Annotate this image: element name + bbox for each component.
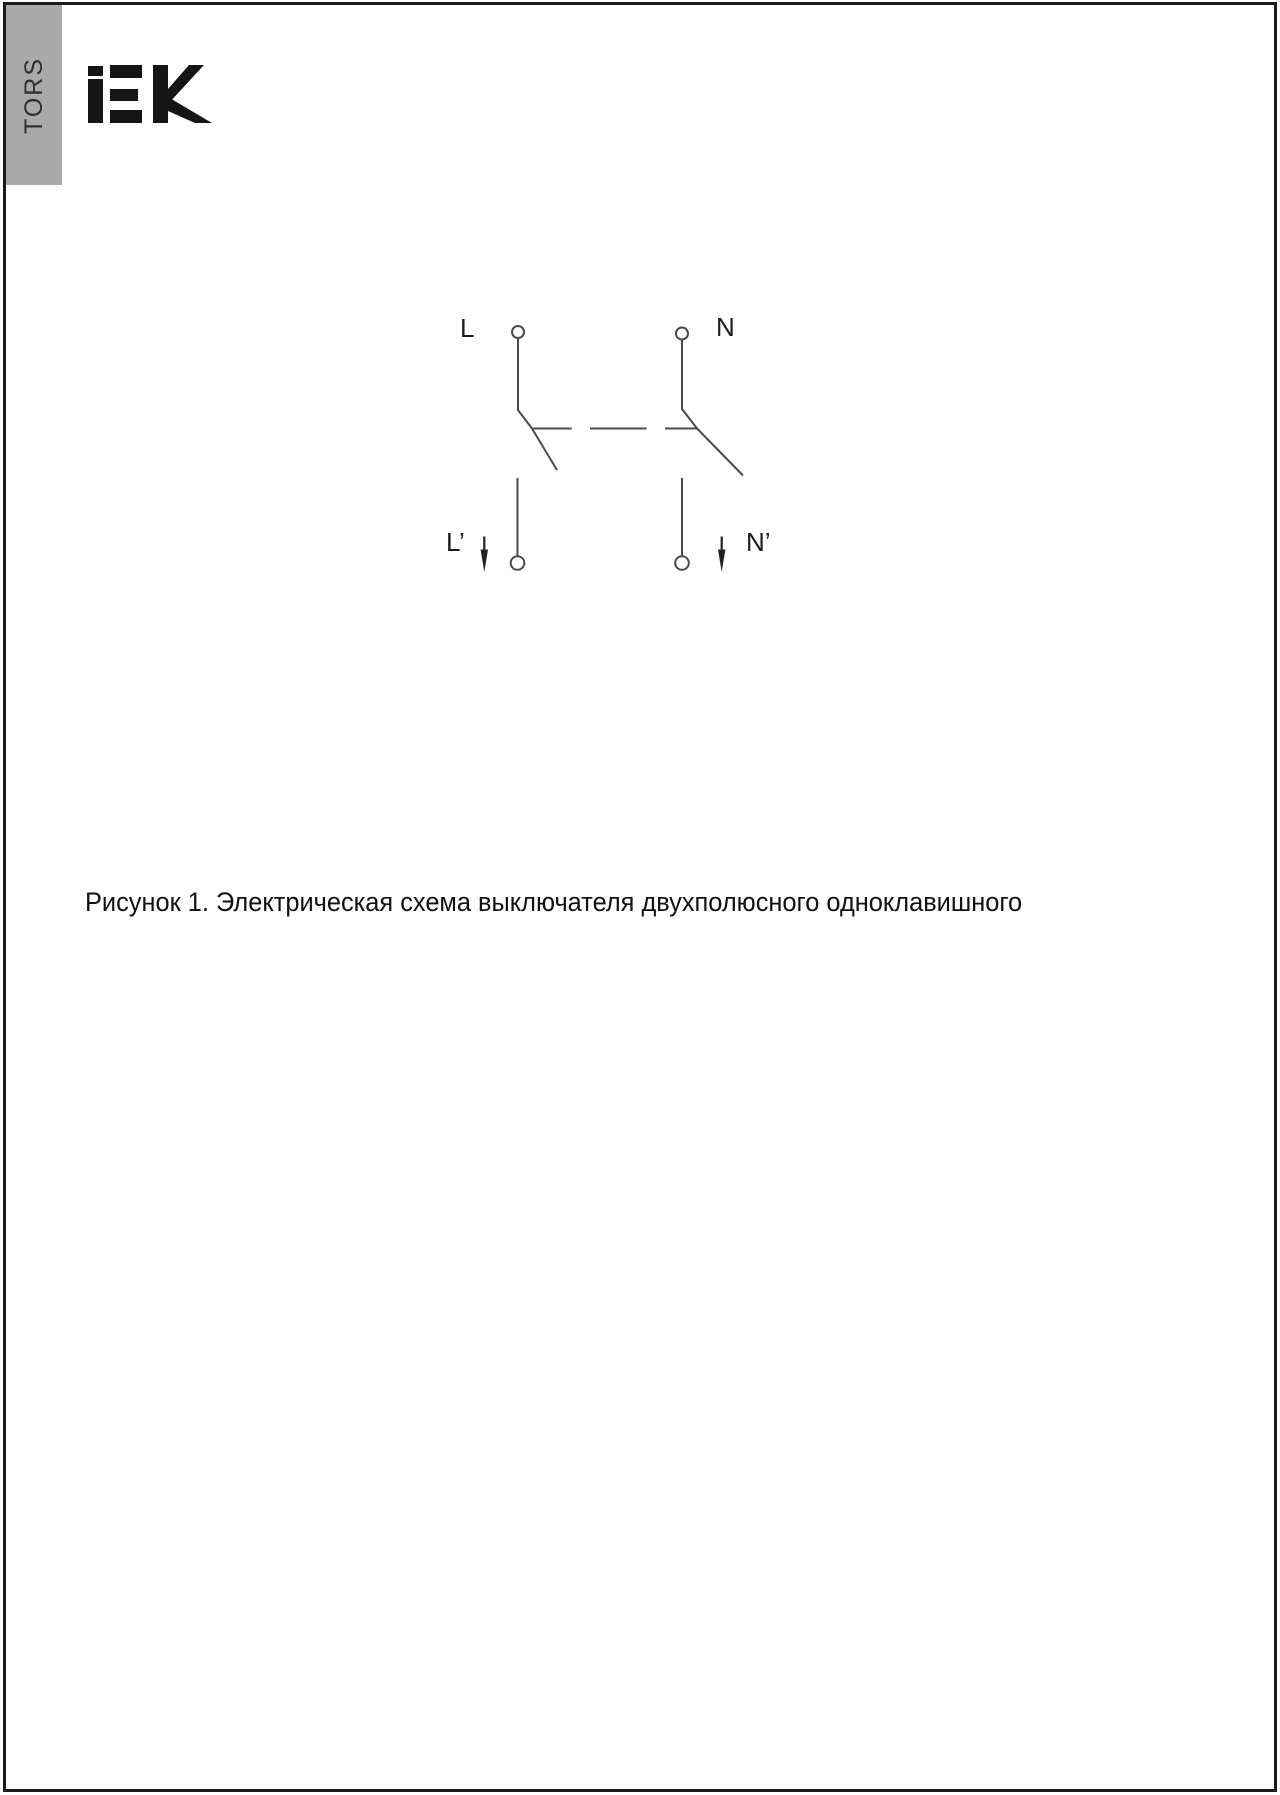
terminal-n-input [676, 328, 688, 340]
terminal-n-output [675, 556, 689, 570]
label-l-output: L’ [446, 527, 465, 557]
load-arrow-right [718, 537, 725, 573]
load-arrow-left [481, 537, 488, 573]
series-tab-label: TORS [19, 56, 48, 134]
terminal-l-output [511, 556, 525, 570]
label-l-input: L [460, 313, 475, 343]
switch-pole-right [682, 340, 743, 476]
terminal-l-input [512, 326, 524, 338]
switch-pole-left [518, 339, 557, 471]
label-n-output: N’ [746, 527, 771, 557]
label-n-input: N [716, 312, 735, 342]
figure-caption: Рисунок 1. Электрическая схема выключателя двухполюсного одноклавишного [85, 887, 1023, 917]
